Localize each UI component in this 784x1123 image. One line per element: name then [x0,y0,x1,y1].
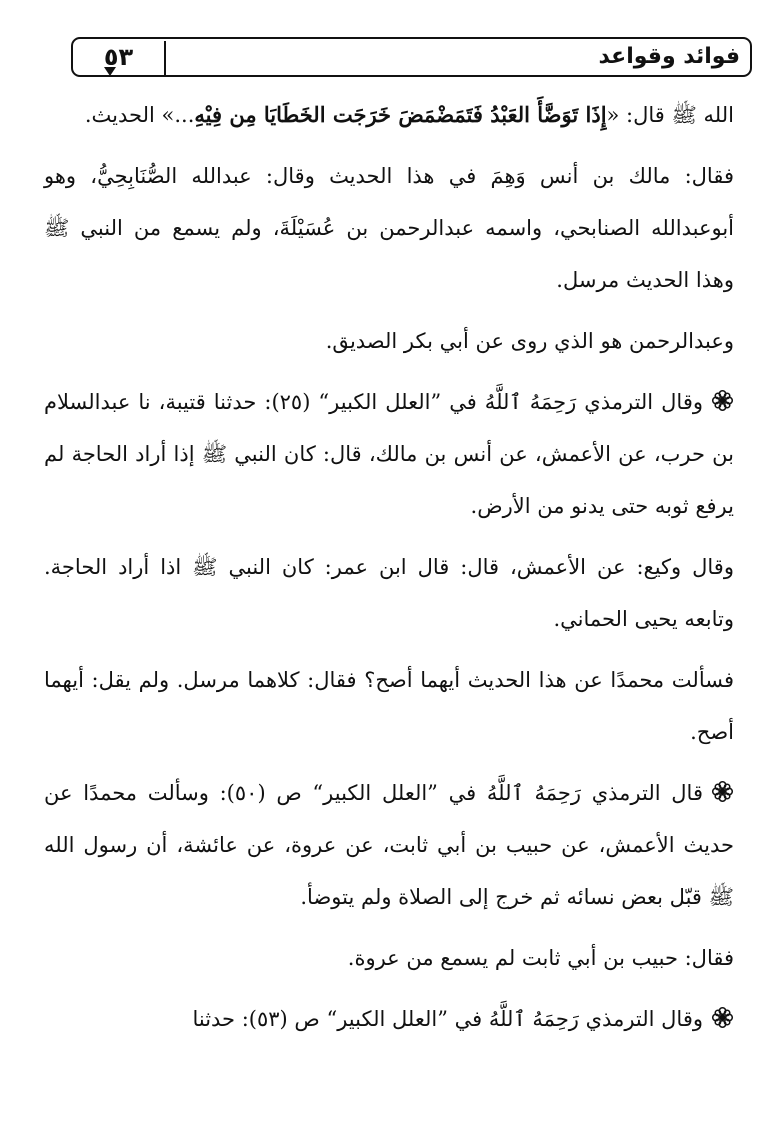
hadith-quote: إِذَا تَوَضَّأَ العَبْدُ فَتَمَضْمَضَ خَرَجَت الخَطَايَا مِن فِيْهِ [194,102,607,127]
paragraph [44,654,734,758]
paragraph [44,932,734,984]
header-divider [164,41,166,77]
body-text [44,89,734,1054]
paragraph [44,376,734,532]
text-segment: الله ﷺ قال: « [606,103,734,127]
page-number: ٥٣ [103,43,134,71]
text-segment: ...» الحديث. [84,103,195,127]
paragraph-text: وعبدالرحمن هو الذي روى عن أبي بكر الصديق. [325,329,734,353]
paragraph-text: فسألت محمدًا عن هذا الحديث أيهما أصح؟ فقال: كلاهما مرسل. ولم يقل: أيهما أصح. [44,668,734,744]
paragraph-text: فقال: مالك بن أنس وَهِمَ في هذا الحديث وقال: عبدالله الصُّنَابِحِيُّ، وهو أبوعبدالله الصنابحي، واسمه عبدالرحمن بن عُسَيْلَةَ، ولم يسمع من النبي ﷺ وهذا الحديث مرسل. [44,164,734,292]
paragraph [44,541,734,645]
running-title: فوائد وقواعد [598,44,740,69]
paragraph-text: وقال الترمذي رَحِمَهُ ٱللَّهُ في ”العلل الكبير“ ص (٥٣): حدثنا [192,1007,703,1031]
page-header [71,37,752,77]
paragraph-text: وقال وكيع: عن الأعمش، قال: قال ابن عمر: كان النبي ﷺ اذا أراد الحاجة. وتابعه يحيى الحماني. [44,555,734,631]
flower-ornament-icon [711,389,734,412]
paragraph-text: قال الترمذي رَحِمَهُ ٱللَّهُ في ”العلل الكبير“ ص (٥٠): وسألت محمدًا عن حديث الأعمش، عن حبيب بن أبي ثابت، عن عروة، عن عائشة، أن رسول الله ﷺ قبّل بعض نسائه ثم خرج إلى الصلاة ولم يتوضأ. [44,781,734,909]
paragraph [44,150,734,306]
flower-ornament-icon [711,1006,734,1029]
paragraph [44,767,734,923]
paragraph [44,993,734,1045]
paragraph [44,89,734,141]
paragraph-text: فقال: حبيب بن أبي ثابت لم يسمع من عروة. [347,946,734,970]
paragraph-text: وقال الترمذي رَحِمَهُ ٱللَّهُ في ”العلل الكبير“ (٢٥): حدثنا قتيبة، نا عبدالسلام بن حرب، عن الأعمش، عن أنس بن مالك، قال: كان النبي ﷺ إذا أراد الحاجة لم يرفع ثوبه حتى يدنو من الأرض. [44,390,734,518]
flower-ornament-icon [711,780,734,803]
paragraph [44,315,734,367]
page-number-corner-mark [104,67,116,76]
